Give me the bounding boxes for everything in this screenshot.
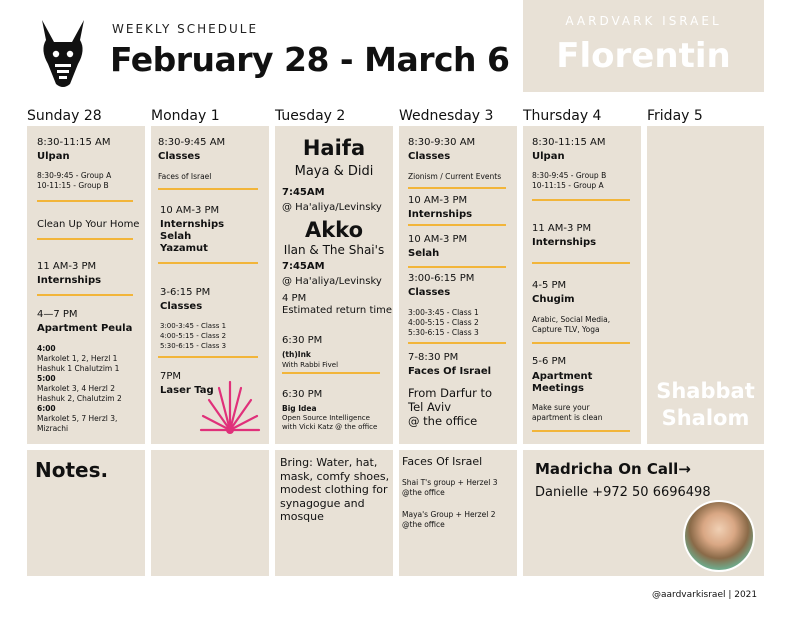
event-title: Classes xyxy=(160,301,203,312)
event-detail: @ the office xyxy=(408,414,478,428)
event-title: Apartment xyxy=(532,371,593,382)
event-time: 3-6:15 PM xyxy=(160,287,211,298)
event-time: 10 AM-3 PM xyxy=(160,205,220,216)
divider xyxy=(532,430,630,432)
divider xyxy=(282,372,380,374)
event-title: Classes xyxy=(158,151,201,162)
event-time: 4-5 PM xyxy=(532,280,567,291)
class-detail: 4:00-5:15 - Class 2 xyxy=(160,332,227,340)
day-header-tuesday: Tuesday 2 xyxy=(275,108,346,124)
day-header-monday: Monday 1 xyxy=(151,108,220,124)
divider xyxy=(37,200,133,202)
trip-time: 7:45AM xyxy=(282,261,325,272)
aardvark-logo-icon xyxy=(38,20,88,90)
event-time: 11 AM-3 PM xyxy=(532,223,592,234)
day-header-sunday: Sunday 28 xyxy=(27,108,102,124)
divider xyxy=(532,199,630,201)
event-time: 11 AM-3 PM xyxy=(37,261,97,272)
event-time: 8:30-11:15 AM xyxy=(532,137,606,148)
event-title: Clean Up Your Home xyxy=(37,219,140,230)
event-detail: Capture TLV, Yoga xyxy=(532,325,600,334)
slot-detail: Hashuk 2, Chalutzim 2 xyxy=(37,394,122,403)
foi-location: @the office xyxy=(402,488,445,497)
event-detail: 8:30-9:45 - Group A xyxy=(37,171,112,180)
slot-time: 4:00 xyxy=(37,344,56,353)
event-time: 7-8:30 PM xyxy=(408,352,459,363)
event-title: Internships xyxy=(408,209,473,220)
slot-time: 5:00 xyxy=(37,374,56,383)
notes-blank-panel xyxy=(151,450,269,576)
bring-line: mask, comfy shoes, xyxy=(280,469,390,483)
footer-handle: @aardvarkisrael | 2021 xyxy=(652,590,758,600)
divider xyxy=(37,238,133,240)
shabbat-line: Shabbat xyxy=(656,379,755,403)
event-detail: 10-11:15 - Group B xyxy=(37,181,109,190)
trip-city: Akko xyxy=(304,218,364,242)
event-detail: Tel Aviv xyxy=(408,400,451,414)
event-detail: Make sure your xyxy=(532,403,590,412)
schedule-eyebrow: WEEKLY SCHEDULE xyxy=(112,22,259,36)
column-sunday xyxy=(27,126,145,444)
foi-group: Maya's Group + Herzel 2 xyxy=(402,510,496,519)
divider xyxy=(37,294,133,296)
column-wednesday xyxy=(399,126,517,444)
return-time: 4 PM xyxy=(282,293,307,304)
class-detail: 3:00-3:45 - Class 1 xyxy=(160,322,227,330)
bring-line: synagogue and xyxy=(280,496,365,510)
event-title: Laser Tag xyxy=(160,385,214,396)
shalom-line: Shalom xyxy=(661,406,750,430)
event-title: Meetings xyxy=(532,383,584,394)
event-title: Faces Of Israel xyxy=(408,366,492,377)
brand-small: AARDVARK ISRAEL xyxy=(565,14,722,28)
return-label: Estimated return time xyxy=(282,305,393,316)
trip-place: @ Ha'aliya/Levinsky xyxy=(282,202,382,213)
event-time: 6:30 PM xyxy=(282,335,323,346)
event-time: 4—7 PM xyxy=(37,309,78,320)
event-detail: Open Source Intelligence xyxy=(282,414,370,422)
bring-panel xyxy=(275,450,393,576)
event-title: Internships xyxy=(37,275,102,286)
divider xyxy=(158,262,258,264)
event-detail: From Darfur to xyxy=(408,386,493,400)
class-detail: 3:00-3:45 - Class 1 xyxy=(408,308,479,317)
slot-detail: Mizrachi xyxy=(37,424,69,433)
class-detail: 5:30-6:15 - Class 3 xyxy=(160,342,227,350)
event-detail: 8:30-9:45 - Group B xyxy=(532,171,607,180)
trip-city: Haifa xyxy=(302,136,366,160)
event-time: 8:30-11:15 AM xyxy=(37,137,111,148)
event-detail: with Vicki Katz @ the office xyxy=(282,423,378,431)
page-title: February 28 - March 6 xyxy=(110,40,510,79)
madricha-title: Madricha On Call→ xyxy=(535,460,691,478)
event-time: 10 AM-3 PM xyxy=(408,195,468,206)
day-header-thursday: Thursday 4 xyxy=(523,108,602,124)
divider xyxy=(408,187,506,189)
event-detail: With Rabbi Fivel xyxy=(282,361,339,369)
bring-line: Bring: Water, hat, xyxy=(280,456,378,469)
foi-title: Faces Of Israel xyxy=(402,455,483,468)
divider xyxy=(158,188,258,190)
class-detail: 5:30-6:15 - Class 3 xyxy=(408,328,479,337)
event-title: Ulpan xyxy=(532,151,565,162)
event-time: 10 AM-3 PM xyxy=(408,234,468,245)
divider xyxy=(532,262,630,264)
brand-box xyxy=(523,0,764,92)
slot-detail: Markolet 1, 2, Herzl 1 xyxy=(37,354,118,363)
column-thursday xyxy=(523,126,641,444)
trip-place: @ Ha'aliya/Levinsky xyxy=(282,276,382,287)
event-title: Apartment Peula xyxy=(37,323,133,334)
event-detail: Zionism / Current Events xyxy=(408,172,502,181)
brand-location: Florentin xyxy=(556,36,731,76)
foi-location: @the office xyxy=(402,520,445,529)
event-title: (th)Ink xyxy=(282,350,311,359)
column-monday xyxy=(151,126,269,444)
event-detail: 10-11:15 - Group A xyxy=(532,181,604,190)
column-tuesday xyxy=(275,126,393,444)
slot-detail: Markolet 3, 4 Herzl 2 xyxy=(37,384,116,393)
class-detail: 4:00-5:15 - Class 2 xyxy=(408,318,479,327)
event-title: Classes xyxy=(408,151,451,162)
event-title: Classes xyxy=(408,287,451,298)
event-title: Big Idea xyxy=(282,404,317,413)
divider xyxy=(408,342,506,344)
divider xyxy=(158,356,258,358)
event-title: Selah xyxy=(408,248,440,259)
event-detail: apartment is clean xyxy=(532,413,603,422)
foi-group: Shai T's group + Herzel 3 xyxy=(402,478,498,487)
event-time: 6:30 PM xyxy=(282,389,323,400)
day-header-wednesday: Wednesday 3 xyxy=(399,108,494,124)
bring-line: mosque xyxy=(280,510,324,523)
notes-title: Notes. xyxy=(35,458,109,482)
event-time: 5-6 PM xyxy=(532,356,567,367)
faces-of-israel-panel xyxy=(399,450,517,576)
madricha-avatar xyxy=(683,500,755,572)
event-title: Ulpan xyxy=(37,151,70,162)
day-header-friday: Friday 5 xyxy=(647,108,703,124)
bring-line: modest clothing for xyxy=(280,483,388,496)
event-title: Yazamut xyxy=(160,243,208,254)
madricha-contact: Danielle +972 50 6696498 xyxy=(535,485,711,500)
laser-burst-icon xyxy=(199,376,261,438)
event-time: 8:30-9:45 AM xyxy=(158,137,226,148)
event-time: 3:00-6:15 PM xyxy=(408,273,475,284)
trip-people: Maya & Didi xyxy=(294,164,374,179)
event-time: 8:30-9:30 AM xyxy=(408,137,476,148)
event-detail: Faces of Israel xyxy=(158,172,212,181)
trip-time: 7:45AM xyxy=(282,187,325,198)
divider xyxy=(408,266,506,268)
divider xyxy=(408,224,506,226)
shabbat-greeting xyxy=(647,378,764,432)
trip-people: Ilan & The Shai's xyxy=(283,243,385,257)
divider xyxy=(532,342,630,344)
slot-detail: Markolet 5, 7 Herzl 3, xyxy=(37,414,118,423)
slot-time: 6:00 xyxy=(37,404,56,413)
event-detail: Arabic, Social Media, xyxy=(532,315,611,324)
notes-panel xyxy=(27,450,145,576)
event-time: 7PM xyxy=(160,371,182,382)
event-title: Internships xyxy=(532,237,597,248)
bring-list xyxy=(280,456,389,524)
column-friday xyxy=(647,126,764,444)
event-title: Internships xyxy=(160,219,225,230)
event-title: Chugim xyxy=(532,294,575,305)
slot-detail: Hashuk 1 Chalutzim 1 xyxy=(37,364,120,373)
event-title: Selah xyxy=(160,231,192,242)
